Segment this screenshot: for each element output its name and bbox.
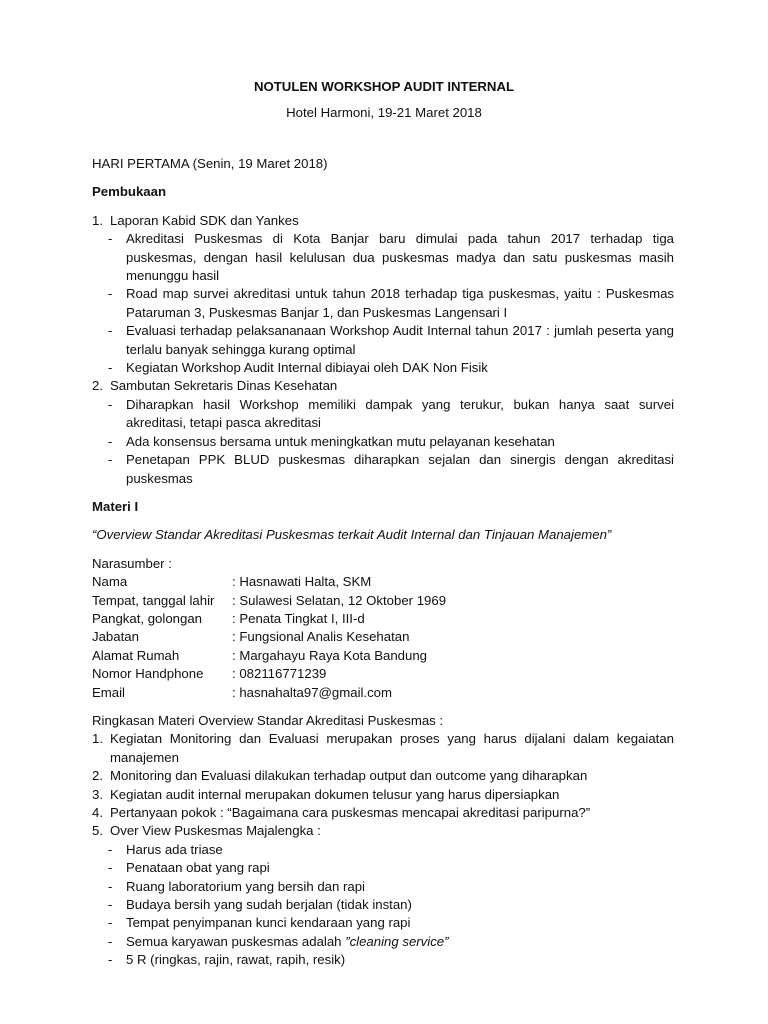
speaker-row: Pangkat, golongan : Penata Tingkat I, III-d [92, 610, 365, 626]
speaker-row: Tempat, tanggal lahir : Sulawesi Selatan, 12 Oktober 1969 [92, 592, 447, 608]
overview-item: - Budaya bersih yang sudah berjalan (tidak instan) [108, 897, 412, 913]
opening-section-1 [92, 212, 674, 230]
list-item: - Evaluasi terhadap pelaksananaan Workshop Audit Internal tahun 2017 : jumlah peserta yang terlalu banyak sehingga kurang optimal [108, 323, 674, 357]
overview-item: - Harus ada triase [108, 841, 223, 857]
summary-item: 1. Kegiatan Monitoring dan Evaluasi merupakan proses yang harus dijalani dalam kegaiatan manajemen [92, 731, 674, 765]
overview-item: - Penataan obat yang rapi [108, 860, 270, 876]
speaker-row: Nama : Hasnawati Halta, SKM [92, 574, 372, 590]
overview-item: - 5 R (ringkas, rajin, rawat, rapih, resik) [108, 952, 346, 968]
section-title: Sambutan Sekretaris Dinas Kesehatan [110, 378, 338, 394]
materi-heading: Materi I [92, 498, 139, 514]
list-item: - Akreditasi Puskesmas di Kota Banjar baru dimulai pada tahun 2017 terhadap tiga puskesmas, dengan hasil kelulusan dua puskesmas madya dan satu puskesmas masih menunggu hasil [108, 231, 674, 284]
list-item: - Kegiatan Workshop Audit Internal dibiayai oleh DAK Non Fisik [108, 360, 488, 376]
section-number: 2. [92, 378, 103, 394]
list-item: - Diharapkan hasil Workshop memiliki dampak yang terukur, bukan hanya saat survei akreditasi, tetapi pasca akreditasi [108, 396, 674, 431]
section-number: 1. [92, 212, 103, 228]
overview-item: - Tempat penyimpanan kunci kendaraan yang rapi [108, 915, 411, 931]
speaker-row: Jabatan : Fungsional Analis Kesehatan [92, 629, 410, 645]
materi-topic: “Overview Standar Akreditasi Puskesmas terkait Audit Internal dan Tinjauan Manajemen” [92, 527, 612, 543]
document-title: NOTULEN WORKSHOP AUDIT INTERNAL [253, 79, 515, 94]
overview-item: - Semua karyawan puskesmas adalah ”cleaning service” [108, 933, 449, 949]
opening-heading: Pembukaan [92, 184, 167, 200]
day-heading: HARI PERTAMA (Senin, 19 Maret 2018) [92, 156, 328, 171]
list-item: - Penetapan PPK BLUD puskesmas diharapkan sejalan dan sinergis dengan akreditasi puskesmas [108, 452, 674, 486]
summary-item: 4. Pertanyaan pokok : “Bagaimana cara puskesmas mencapai akreditasi paripurna?” [92, 805, 591, 820]
summary-item: 5. Over View Puskesmas Majalengka : [92, 823, 321, 839]
speaker-row: Email : hasnahalta97@gmail.com [92, 684, 393, 700]
document-subtitle: Hotel Harmoni, 19-21 Maret 2018 [286, 105, 482, 120]
summary-item: 2. Monitoring dan Evaluasi dilakukan terhadap output dan outcome yang diharapkan [92, 768, 588, 784]
speaker-row: Alamat Rumah : Margahayu Raya Kota Bandung [92, 647, 428, 663]
summary-item: 3. Kegiatan audit internal merupakan dokumen telusur yang harus dipersiapkan [92, 786, 560, 802]
speaker-row: Nomor Handphone : 082116771239 [92, 666, 327, 682]
opening-section-2 [92, 377, 674, 395]
summary-label: Ringkasan Materi Overview Standar Akreditasi Puskesmas : [92, 712, 444, 728]
document-body [92, 155, 674, 970]
section-title: Laporan Kabid SDK dan Yankes [110, 212, 299, 228]
overview-item: - Ruang laboratorium yang bersih dan rapi [108, 878, 365, 894]
speaker-label: Narasumber : [92, 555, 172, 571]
list-item: - Ada konsensus bersama untuk meningkatkan mutu pelayanan kesehatan [108, 433, 555, 449]
list-item: - Road map survei akreditasi untuk tahun 2018 terhadap tiga puskesmas, yaitu : Puskesmas Pataruman 3, Puskesmas Banjar 1, dan Puskesmas Langensari I [108, 286, 674, 320]
